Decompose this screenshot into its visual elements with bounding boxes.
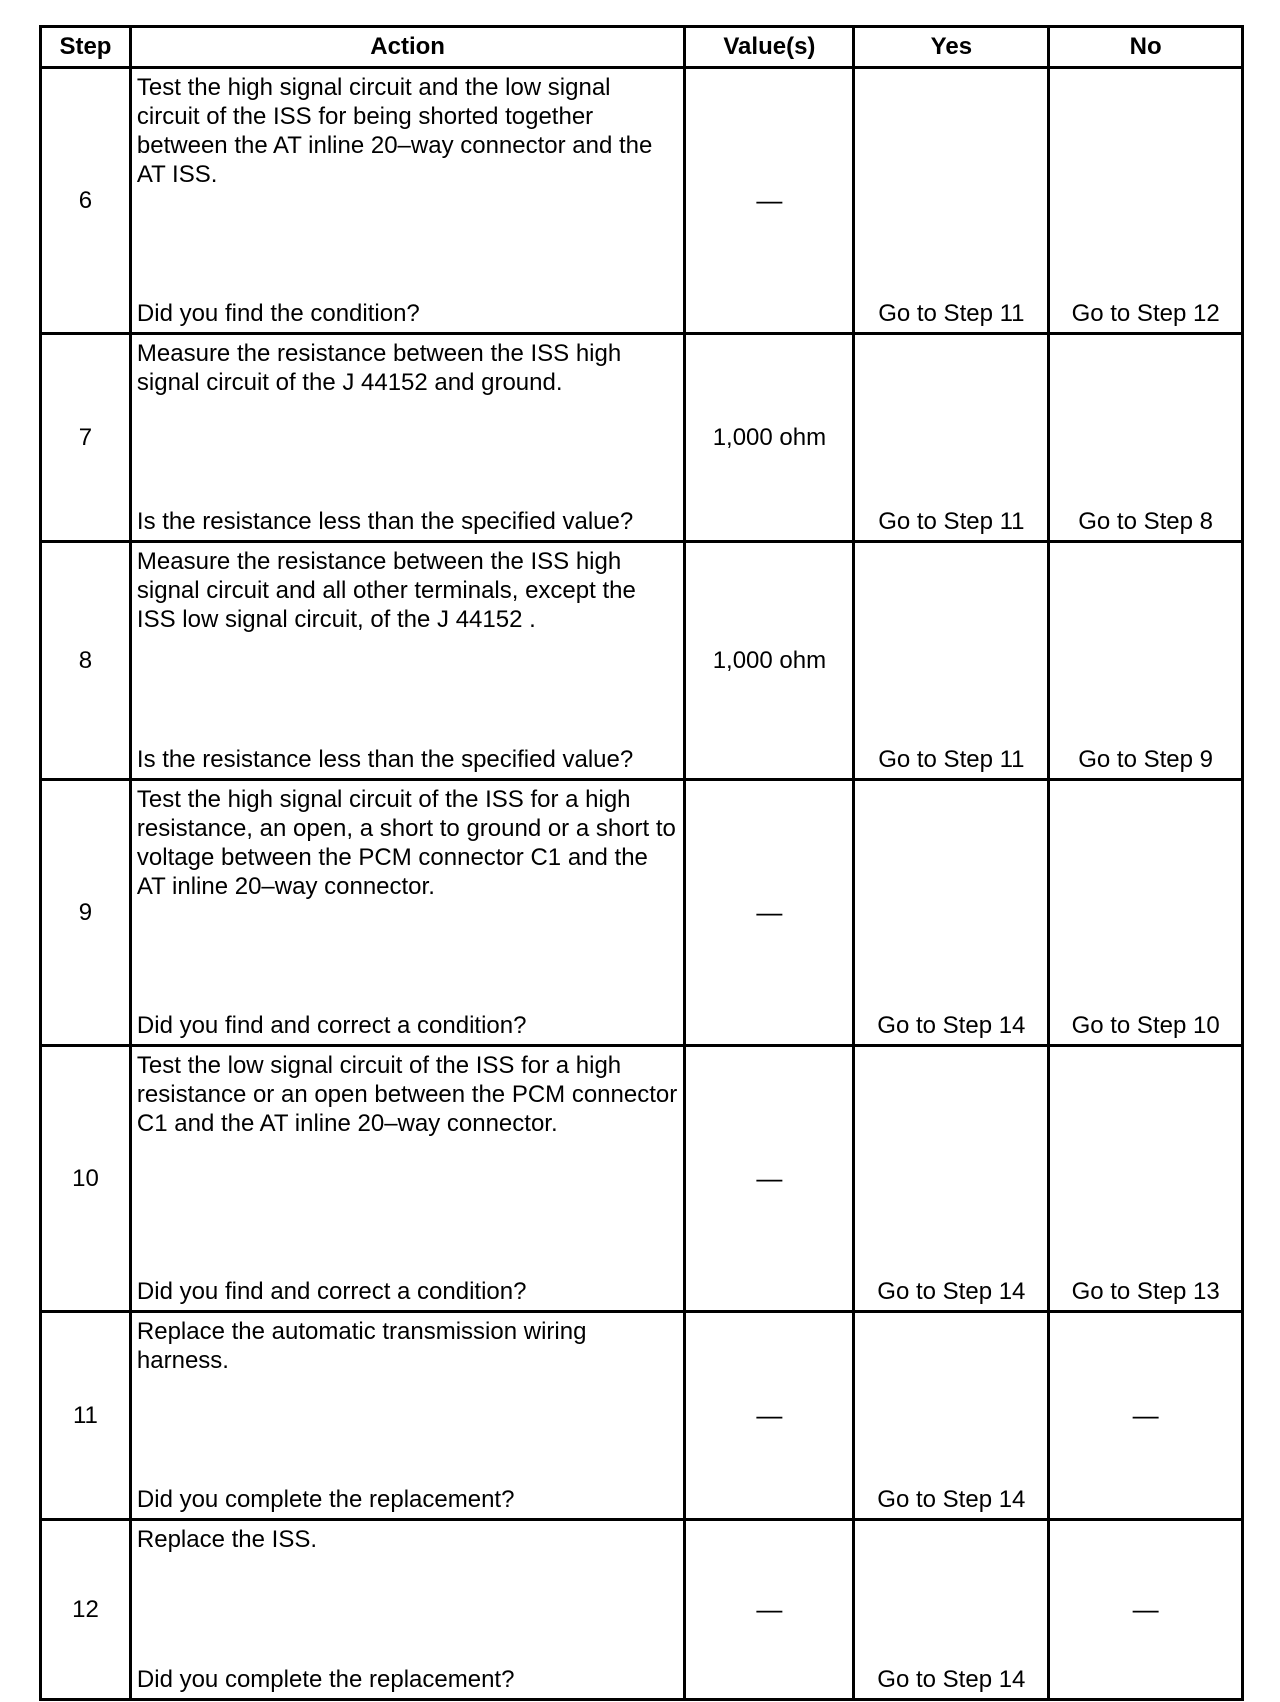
table-row — [41, 334, 1243, 542]
table-row — [41, 1520, 1243, 1700]
action-cell — [130, 542, 684, 780]
yes-cell: Go to Step 14 — [854, 780, 1049, 1046]
value-cell: — — [685, 1520, 854, 1700]
table-row — [41, 1312, 1243, 1520]
header-no: No — [1049, 27, 1243, 68]
value-cell: 1,000 ohm — [685, 542, 854, 780]
yes-cell: Go to Step 14 — [854, 1520, 1049, 1700]
diagnostic-table-container — [39, 25, 1244, 1701]
step-number: 6 — [41, 68, 131, 334]
action-cell — [130, 334, 684, 542]
value-cell: — — [685, 1312, 854, 1520]
action-cell — [130, 1046, 684, 1312]
no-cell: Go to Step 13 — [1049, 1046, 1243, 1312]
yes-cell: Go to Step 11 — [854, 334, 1049, 542]
action-instruction: Test the high signal circuit of the ISS for a high resistance, an open, a short to ground or a short to voltage between the PCM connector C1 and the AT inline 20–way connector. — [136, 786, 676, 900]
header-yes: Yes — [854, 27, 1049, 68]
value-cell: — — [685, 68, 854, 334]
header-values: Value(s) — [685, 27, 854, 68]
action-instruction: Measure the resistance between the ISS high signal circuit of the J 44152 and ground. — [136, 340, 622, 396]
action-instruction: Test the high signal circuit and the low signal circuit of the ISS for being shorted together between the AT inline 20–way connector and the AT ISS. — [136, 74, 653, 188]
step-number: 9 — [41, 780, 131, 1046]
no-cell: Go to Step 8 — [1049, 334, 1243, 542]
action-question: Is the resistance less than the specified value? — [136, 508, 634, 535]
diagnostic-table — [39, 25, 1244, 1701]
no-cell: Go to Step 9 — [1049, 542, 1243, 780]
step-number: 8 — [41, 542, 131, 780]
action-cell — [130, 68, 684, 334]
action-question: Did you complete the replacement? — [136, 1486, 515, 1513]
action-question: Did you find and correct a condition? — [136, 1278, 527, 1305]
action-instruction: Replace the automatic transmission wiring harness. — [136, 1318, 587, 1374]
action-cell — [130, 1520, 684, 1700]
yes-cell: Go to Step 11 — [854, 542, 1049, 780]
table-row — [41, 542, 1243, 780]
header-step: Step — [41, 27, 131, 68]
value-cell: — — [685, 1046, 854, 1312]
table-row — [41, 1046, 1243, 1312]
no-cell: Go to Step 12 — [1049, 68, 1243, 334]
yes-cell: Go to Step 14 — [854, 1046, 1049, 1312]
yes-cell: Go to Step 14 — [854, 1312, 1049, 1520]
action-instruction: Test the low signal circuit of the ISS for a high resistance or an open between the PCM connector C1 and the AT inline 20–way connector. — [136, 1052, 678, 1137]
action-cell — [130, 780, 684, 1046]
table-row — [41, 68, 1243, 334]
step-number: 12 — [41, 1520, 131, 1700]
value-cell: 1,000 ohm — [685, 334, 854, 542]
step-number: 10 — [41, 1046, 131, 1312]
value-cell: — — [685, 780, 854, 1046]
action-question: Did you find and correct a condition? — [136, 1012, 527, 1039]
action-question: Did you complete the replacement? — [136, 1666, 515, 1693]
action-instruction: Measure the resistance between the ISS high signal circuit and all other terminals, except the ISS low signal circuit, of the J 44152 . — [136, 548, 636, 633]
yes-cell: Go to Step 11 — [854, 68, 1049, 334]
action-question: Is the resistance less than the specified value? — [136, 746, 634, 773]
step-number: 11 — [41, 1312, 131, 1520]
no-cell: — — [1049, 1520, 1243, 1700]
action-question: Did you find the condition? — [136, 300, 420, 327]
table-row — [41, 780, 1243, 1046]
header-action: Action — [130, 27, 684, 68]
no-cell: — — [1049, 1312, 1243, 1520]
no-cell: Go to Step 10 — [1049, 780, 1243, 1046]
action-instruction: Replace the ISS. — [136, 1526, 318, 1553]
table-header-row — [41, 27, 1243, 68]
action-cell — [130, 1312, 684, 1520]
step-number: 7 — [41, 334, 131, 542]
